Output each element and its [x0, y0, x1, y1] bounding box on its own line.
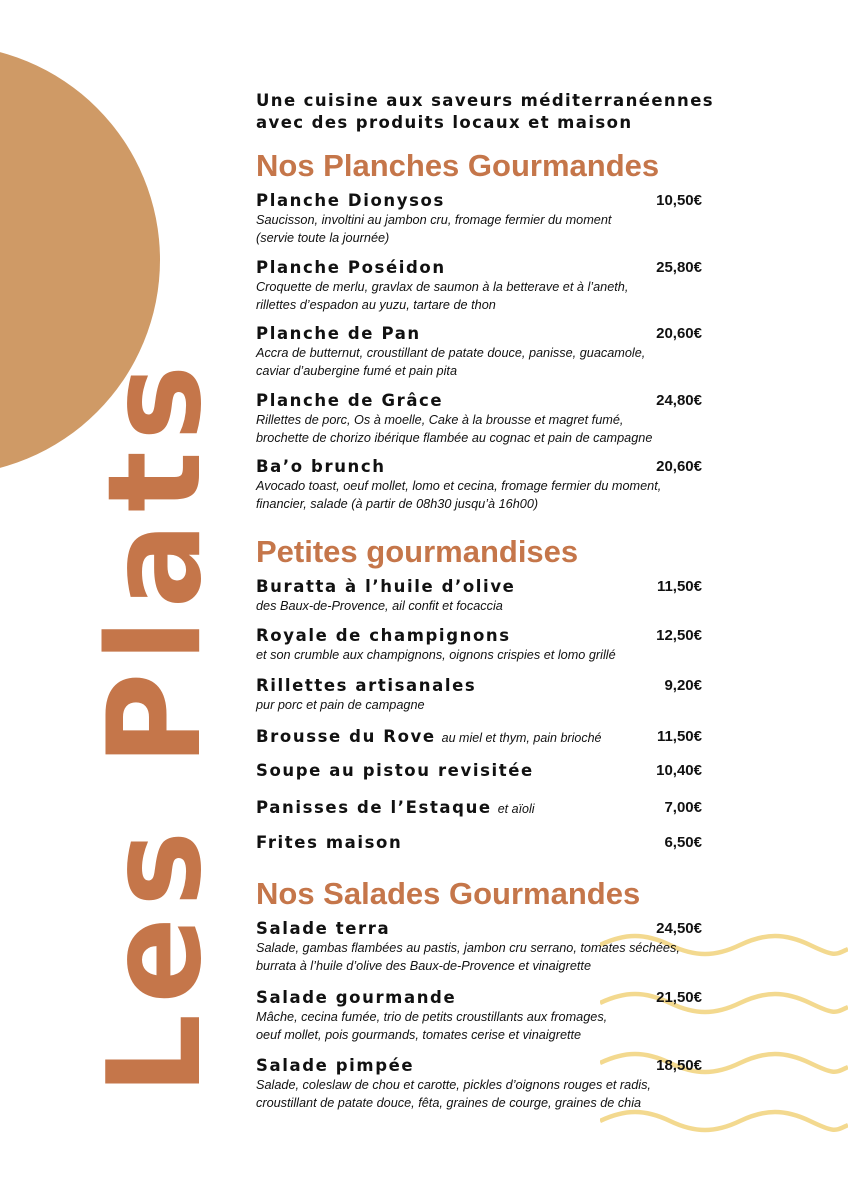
item-name: Salade terra: [256, 919, 391, 938]
item-name: Planche de Grâce: [256, 391, 444, 410]
item-name: Buratta à l’huile d’olive: [256, 577, 516, 596]
item-description: financier, salade (à partir de 08h30 jusqu’à 16h00): [256, 496, 539, 511]
item-description: oeuf mollet, pois gourmands, tomates cerise et vinaigrette: [256, 1027, 582, 1042]
menu-item: [256, 987, 702, 1044]
item-name: [256, 797, 535, 820]
section-title-gourmandises: Petites gourmandises: [256, 534, 579, 569]
item-description: Salade, coleslaw de chou et carotte, pickles d’oignons rouges et radis,: [256, 1078, 651, 1092]
menu-item: [256, 456, 702, 513]
item-price: 11,50€: [656, 728, 702, 745]
item-name-text: Brousse du Rove: [256, 727, 436, 746]
item-description: pur porc et pain de campagne: [256, 698, 425, 712]
menu-item: [256, 625, 702, 665]
intro-line: avec des produits locaux et maison: [256, 113, 633, 132]
item-name: Rillettes artisanales: [256, 676, 477, 695]
item-price: 25,80€: [656, 259, 702, 276]
item-price: 6,50€: [664, 834, 702, 851]
item-price: 20,60€: [656, 458, 702, 475]
item-name: Planche Dionysos: [256, 191, 445, 210]
item-description: des Baux-de-Provence, ail confit et focaccia: [256, 599, 503, 613]
item-description: Saucisson, involtini au jambon cru, fromage fermier du moment: [256, 213, 612, 227]
item-price: 21,50€: [656, 989, 702, 1006]
item-description: Salade, gambas flambées au pastis, jambon cru serrano, tomates séchées,: [256, 941, 680, 955]
menu-item: [256, 323, 702, 380]
item-price: 12,50€: [656, 627, 702, 644]
item-description: croustillant de patate douce, fêta, graines de courge, graines de chia: [256, 1095, 642, 1110]
item-price: 7,00€: [664, 799, 702, 816]
page-title-vertical: Les Plats: [81, 354, 230, 1096]
item-price: 9,20€: [664, 677, 702, 694]
intro-line: Une cuisine aux saveurs méditerranéennes: [256, 91, 715, 110]
section-title-salades: Nos Salades Gourmandes: [256, 876, 641, 911]
item-name: Planche de Pan: [256, 324, 421, 343]
item-description: Rillettes de porc, Os à moelle, Cake à la brousse et magret fumé,: [256, 413, 624, 427]
item-inline-description: et aïoli: [497, 802, 535, 816]
menu-item: [256, 1055, 702, 1112]
item-name: Planche Poséidon: [256, 258, 446, 277]
item-description: burrata à l’huile d’olive des Baux-de-Provence et vinaigrette: [256, 958, 591, 973]
item-name: Salade gourmande: [256, 988, 457, 1007]
intro-text: [256, 90, 726, 134]
item-description: et son crumble aux champignons, oignons crispies et lomo grillé: [256, 648, 616, 662]
item-description: Accra de butternut, croustillant de patate douce, panisse, guacamole,: [256, 346, 646, 360]
item-name: Royale de champignons: [256, 626, 511, 645]
item-inline-description: au miel et thym, pain brioché: [441, 731, 602, 745]
item-description: Mâche, cecina fumée, trio de petits croustillants aux fromages,: [256, 1010, 608, 1024]
item-description: (servie toute la journée): [256, 230, 390, 245]
item-name: Soupe au pistou revisitée: [256, 761, 534, 780]
item-price: 20,60€: [656, 325, 702, 342]
item-description: caviar d’aubergine fumé et pain pita: [256, 363, 458, 378]
item-name: Frites maison: [256, 833, 403, 852]
item-price: 10,50€: [656, 192, 702, 209]
item-description: Avocado toast, oeuf mollet, lomo et cecina, fromage fermier du moment,: [256, 479, 662, 493]
item-price: 10,40€: [656, 762, 702, 779]
menu-item: [256, 257, 702, 314]
menu-item: [256, 760, 702, 782]
item-price: 11,50€: [656, 578, 702, 595]
menu-item: [256, 832, 702, 854]
menu-item: [256, 675, 702, 715]
item-price: 24,80€: [656, 392, 702, 409]
menu-item: [256, 918, 702, 975]
item-name: Salade pimpée: [256, 1056, 415, 1075]
item-price: 24,50€: [656, 920, 702, 937]
item-name-text: Panisses de l’Estaque: [256, 798, 492, 817]
item-price: 18,50€: [656, 1057, 702, 1074]
menu-item: [256, 726, 702, 748]
menu-item: [256, 797, 702, 819]
item-name: [256, 726, 601, 749]
section-title-planches: Nos Planches Gourmandes: [256, 148, 660, 183]
item-description: Croquette de merlu, gravlax de saumon à la betterave et à l’aneth,: [256, 280, 629, 294]
item-name: Ba’o brunch: [256, 457, 386, 476]
item-description: brochette de chorizo ibérique flambée au cognac et pain de campagne: [256, 430, 653, 445]
menu-item: [256, 190, 702, 247]
menu-item: [256, 576, 702, 616]
item-description: rillettes d’espadon au yuzu, tartare de thon: [256, 297, 496, 312]
menu-item: [256, 390, 702, 447]
